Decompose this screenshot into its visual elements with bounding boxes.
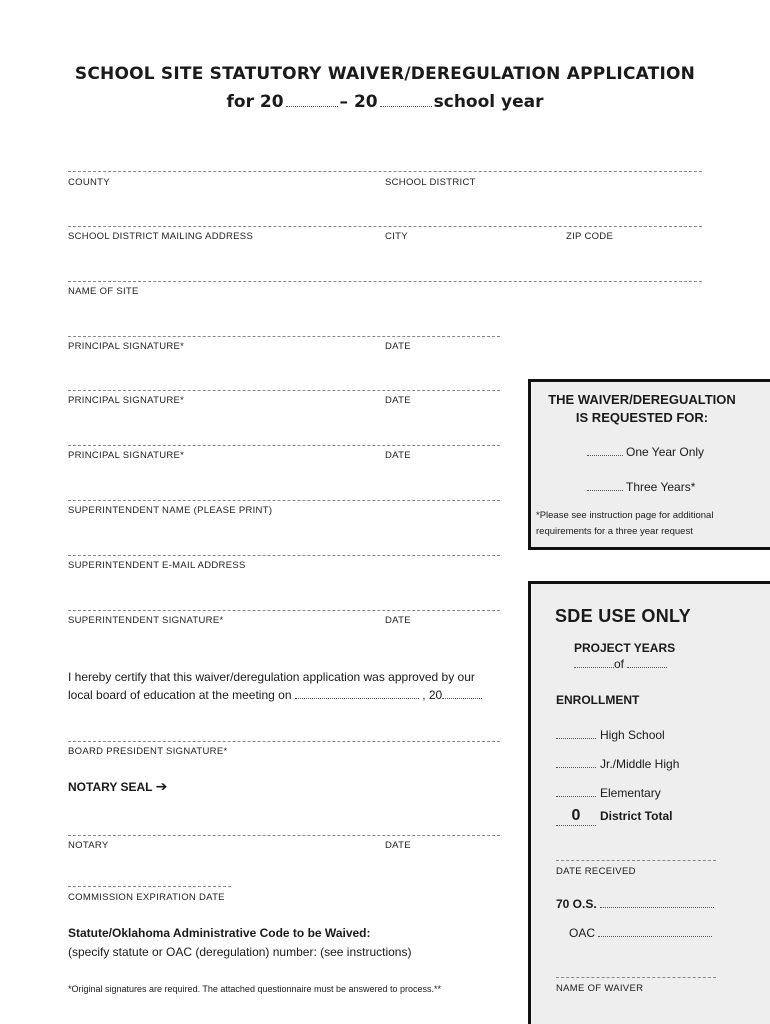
waiver-box-title-2: IS REQUESTED FOR: — [575, 410, 709, 425]
notary-line[interactable] — [68, 835, 500, 836]
meeting-date-field[interactable] — [295, 687, 419, 699]
principal-signature-line-3[interactable] — [68, 445, 500, 446]
three-year-label: Three Years* — [626, 480, 696, 494]
site-name-label: NAME OF SITE — [68, 286, 139, 297]
waiver-request-box — [528, 379, 770, 550]
notary-seal-label: NOTARY SEAL — [68, 780, 153, 794]
school-year-label: school year — [433, 92, 544, 112]
superintendent-signature-line[interactable] — [68, 610, 500, 611]
elementary-label: Elementary — [600, 786, 661, 800]
principal-signature-label-3: PRINCIPAL SIGNATURE* — [68, 450, 185, 461]
district-total-row — [556, 807, 672, 826]
three-year-option[interactable] — [587, 480, 695, 494]
page-title: SCHOOL SITE STATUTORY WAIVER/DEREGULATION APPLICATION — [74, 64, 696, 84]
sde-title: SDE USE ONLY — [555, 606, 691, 626]
certification-meeting-text: local board of education at the meeting on — [68, 688, 292, 702]
sde-use-only-box — [528, 581, 770, 1024]
notary-label: NOTARY — [68, 840, 109, 851]
end-year-field[interactable] — [380, 93, 432, 107]
board-president-signature-label: BOARD PRESIDENT SIGNATURE* — [68, 746, 228, 757]
jr-middle-row — [556, 757, 679, 771]
board-certification — [68, 668, 508, 704]
name-of-waiver-label: NAME OF WAIVER — [556, 983, 644, 994]
meeting-year-field[interactable] — [442, 687, 482, 699]
principal-signature-line-2[interactable] — [68, 390, 500, 391]
os-row — [556, 897, 714, 911]
commission-expiration-label: COMMISSION EXPIRATION DATE — [68, 892, 225, 903]
one-year-blank[interactable] — [587, 446, 623, 456]
waiver-name-line[interactable] — [556, 977, 716, 978]
commission-expiration-line[interactable] — [68, 886, 231, 887]
site-name-line[interactable] — [68, 281, 702, 282]
superintendent-name-label: SUPERINTENDENT NAME (PLEASE PRINT) — [68, 505, 273, 516]
high-school-label: High School — [600, 728, 665, 742]
project-years-label: PROJECT YEARS — [574, 641, 676, 655]
principal-signature-label-2: PRINCIPAL SIGNATURE* — [68, 395, 185, 406]
county-district-line[interactable] — [68, 171, 702, 172]
project-year-total[interactable] — [627, 658, 667, 668]
zip-label: ZIP CODE — [566, 231, 614, 242]
waiver-box-title-1: THE WAIVER/DEREGUALTION — [548, 392, 736, 407]
date-label: DATE — [385, 450, 411, 461]
project-year-current[interactable] — [574, 658, 614, 668]
superintendent-name-line[interactable] — [68, 500, 500, 501]
principal-signature-line-1[interactable] — [68, 336, 500, 337]
date-label: DATE — [385, 840, 411, 851]
project-years-field — [574, 657, 667, 671]
certification-line-1: I hereby certify that this waiver/deregulation application was approved by our — [68, 670, 475, 684]
statute-heading: Statute/Oklahoma Administrative Code to be Waived: — [68, 926, 371, 940]
three-year-blank[interactable] — [587, 481, 623, 491]
date-label: DATE — [385, 395, 411, 406]
principal-signature-label-1: PRINCIPAL SIGNATURE* — [68, 341, 185, 352]
date-label: DATE — [385, 615, 411, 626]
date-label: DATE — [385, 341, 411, 352]
mailing-address-label: SCHOOL DISTRICT MAILING ADDRESS — [68, 231, 254, 242]
county-label: COUNTY — [68, 177, 110, 188]
of-label: of — [614, 657, 625, 671]
start-year-field[interactable] — [286, 93, 338, 107]
footnote: *Original signatures are required. The attached questionnaire must be answered to process.** — [68, 984, 442, 994]
school-year-line — [0, 92, 770, 112]
district-total-value[interactable]: 0 — [556, 807, 596, 826]
high-school-row — [556, 728, 665, 742]
city-label: CITY — [385, 231, 408, 242]
jr-middle-label: Jr./Middle High — [600, 757, 680, 771]
address-line[interactable] — [68, 226, 702, 227]
dash-label: – 20 — [339, 92, 378, 112]
for-label: for 20 — [226, 92, 284, 112]
board-president-signature-line[interactable] — [68, 741, 500, 742]
arrow-right-icon: ➔ — [155, 779, 168, 795]
notary-seal — [68, 779, 167, 795]
elementary-row — [556, 786, 661, 800]
os-field[interactable] — [600, 898, 714, 908]
certification-line-2 — [68, 686, 508, 704]
date-received-label: DATE RECEIVED — [556, 866, 636, 877]
superintendent-email-label: SUPERINTENDENT E-MAIL ADDRESS — [68, 560, 246, 571]
elementary-field[interactable] — [556, 787, 596, 797]
superintendent-email-line[interactable] — [68, 555, 500, 556]
oac-label: OAC — [569, 926, 596, 940]
jr-middle-field[interactable] — [556, 758, 596, 768]
enrollment-label: ENROLLMENT — [556, 693, 640, 707]
oac-row — [569, 926, 712, 940]
os-label: 70 O.S. — [556, 897, 597, 911]
district-total-label: District Total — [600, 809, 673, 823]
superintendent-signature-label: SUPERINTENDENT SIGNATURE* — [68, 615, 224, 626]
three-year-note: *Please see instruction page for additional requirements for a three year request — [536, 510, 714, 537]
one-year-label: One Year Only — [626, 445, 705, 459]
oac-field[interactable] — [598, 927, 712, 937]
one-year-option[interactable] — [587, 445, 704, 459]
school-district-label: SCHOOL DISTRICT — [385, 177, 476, 188]
certification-year-text: , 20 — [422, 688, 443, 702]
high-school-field[interactable] — [556, 729, 596, 739]
statute-instructions: (specify statute or OAC (deregulation) number: (see instructions) — [68, 945, 412, 959]
date-received-line[interactable] — [556, 860, 716, 861]
